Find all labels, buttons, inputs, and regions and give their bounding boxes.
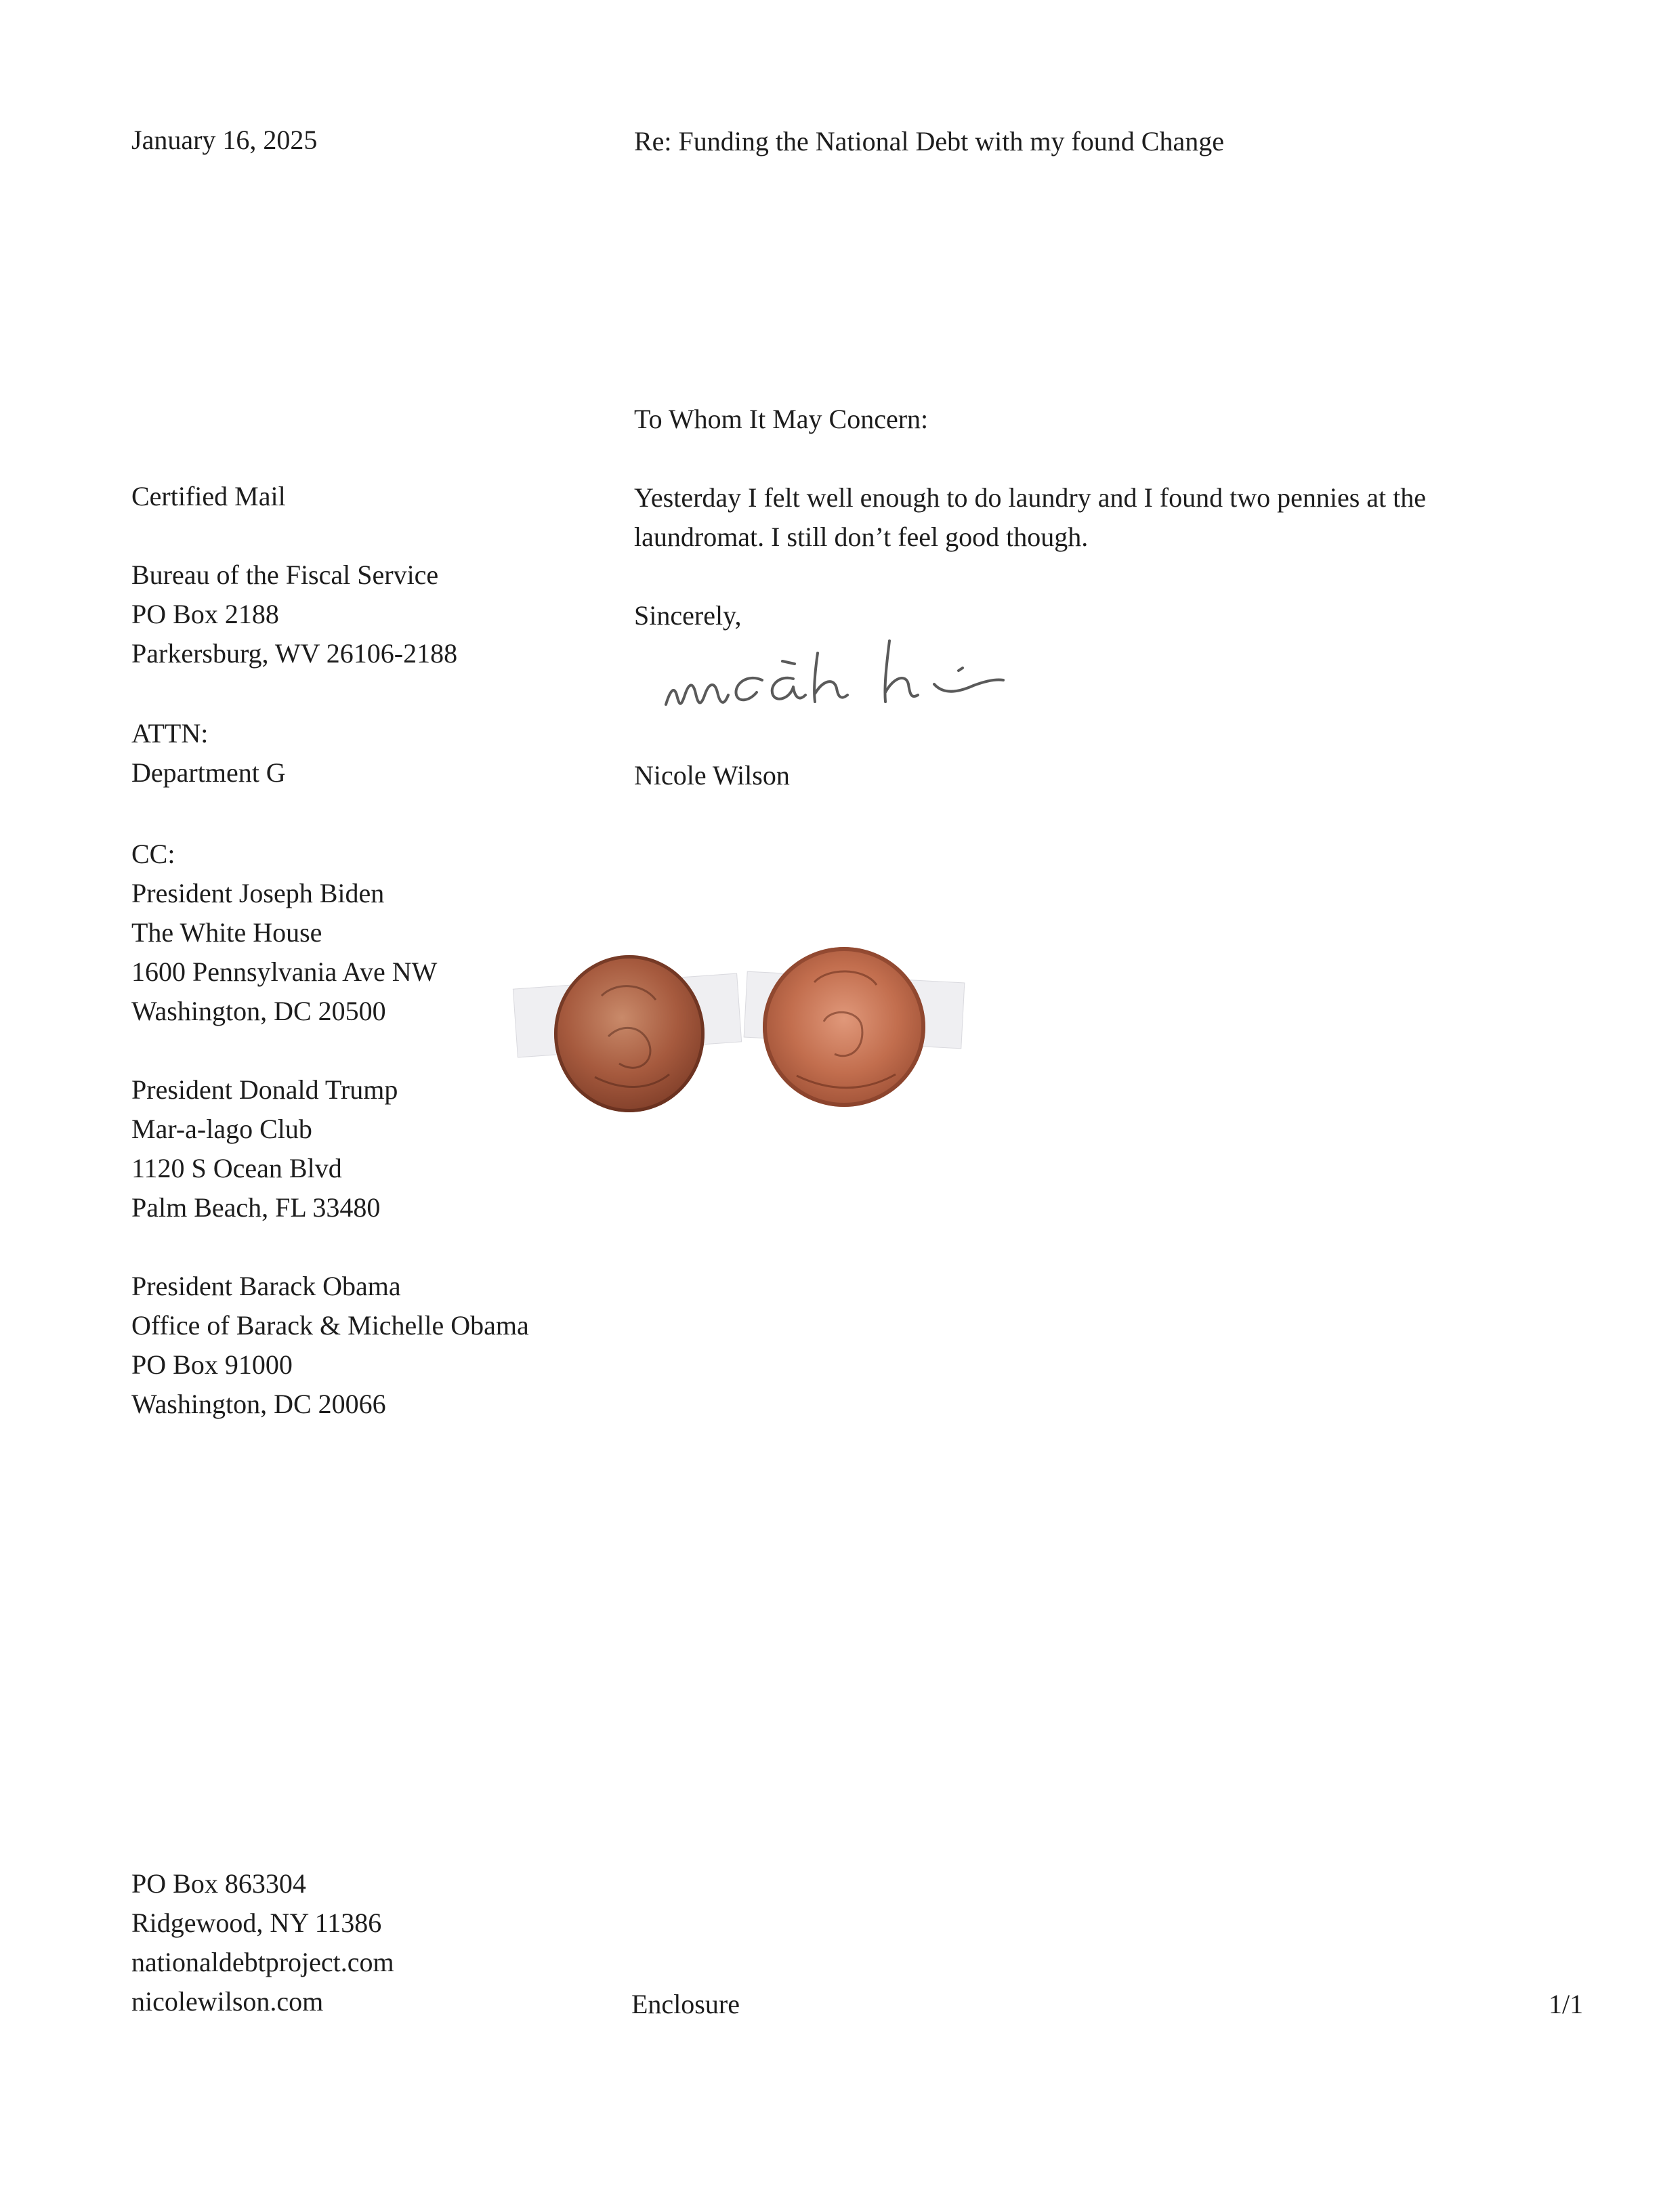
cc-line: President Barack Obama xyxy=(131,1271,401,1301)
cc-line: PO Box 91000 xyxy=(131,1349,293,1380)
penny-coin xyxy=(554,955,705,1112)
letter-date: January 16, 2025 xyxy=(131,125,318,155)
letter-body xyxy=(634,478,1426,557)
cc-line: President Joseph Biden xyxy=(131,878,385,908)
cc-line: 1600 Pennsylvania Ave NW xyxy=(131,956,438,987)
sender-line: nicolewilson.com xyxy=(131,1986,324,2017)
closing: Sincerely, xyxy=(634,600,742,631)
attention-value: Department G xyxy=(131,757,286,788)
penny-coin xyxy=(763,947,925,1107)
body-line: Yesterday I felt well enough to do laundry and I found two pennies at the xyxy=(634,482,1427,513)
cc-line: President Donald Trump xyxy=(131,1074,398,1105)
cc-line: 1120 S Ocean Blvd xyxy=(131,1153,342,1183)
cc-block xyxy=(131,835,529,1424)
recipient-line: Parkersburg, WV 26106-2188 xyxy=(131,638,458,669)
letter-subject: Re: Funding the National Debt with my found Change xyxy=(634,126,1224,156)
cc-line: Washington, DC 20500 xyxy=(131,996,386,1026)
cc-line: Washington, DC 20066 xyxy=(131,1389,386,1419)
recipient-line: PO Box 2188 xyxy=(131,599,279,629)
recipient-address xyxy=(131,555,457,673)
salutation: To Whom It May Concern: xyxy=(634,404,929,434)
page-number: 1/1 xyxy=(1549,1989,1584,2019)
cc-label: CC: xyxy=(131,839,175,869)
mailing-method: Certified Mail xyxy=(131,481,286,511)
sender-address xyxy=(131,1864,394,2021)
handwritten-signature xyxy=(660,630,1013,725)
attention-block xyxy=(131,714,286,793)
sender-line: PO Box 863304 xyxy=(131,1868,306,1899)
sender-line: Ridgewood, NY 11386 xyxy=(131,1908,382,1938)
recipient-line: Bureau of the Fiscal Service xyxy=(131,560,439,590)
sender-line: nationaldebtproject.com xyxy=(131,1947,394,1977)
cc-line: Office of Barack & Michelle Obama xyxy=(131,1310,529,1341)
attention-label: ATTN: xyxy=(131,718,209,749)
body-line: laundromat. I still don’t feel good though. xyxy=(634,522,1089,552)
enclosure-note: Enclosure xyxy=(631,1989,740,2019)
cc-line: Mar-a-lago Club xyxy=(131,1114,312,1144)
cc-line: Palm Beach, FL 33480 xyxy=(131,1192,381,1223)
signature-name: Nicole Wilson xyxy=(634,760,790,791)
cc-line: The White House xyxy=(131,917,322,948)
